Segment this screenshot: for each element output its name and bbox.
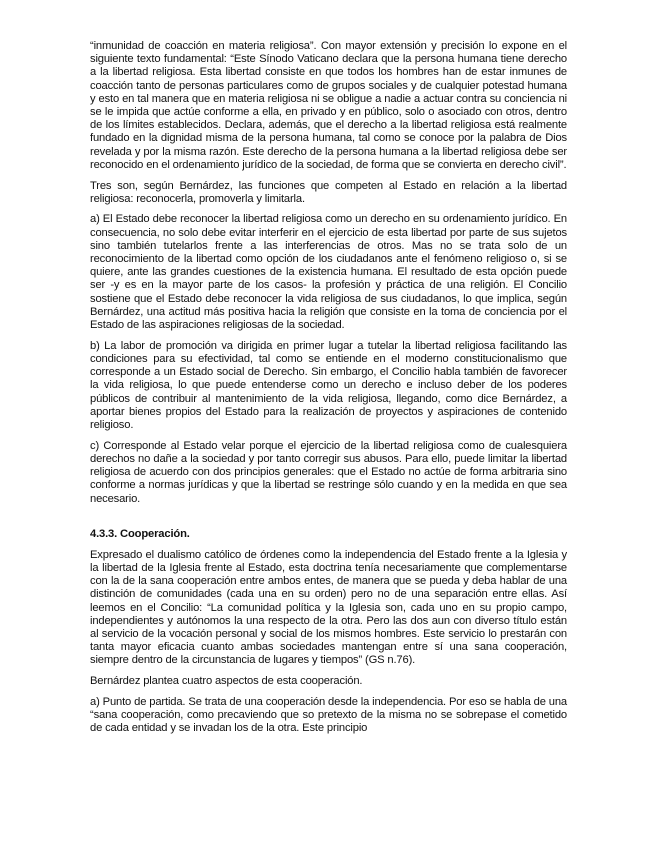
paragraph-functions-intro: Tres son, según Bernárdez, las funciones que competen al Estado en relación a la libertad religiosa: reconocerla, promoverla y limitarla. bbox=[90, 179, 567, 205]
document-page bbox=[90, 40, 567, 743]
paragraph-starting-point: a) Punto de partida. Se trata de una cooperación desde la independencia. Por eso se habla de una “sana cooperación, como precaviendo que so pretexto de la misma no se sobrepase el cometido de cada entidad y se invadan los de la otra. Este principio bbox=[90, 695, 567, 735]
paragraph-aspects-intro: Bernárdez plantea cuatro aspectos de esta cooperación. bbox=[90, 675, 363, 688]
paragraph-recognition: a) El Estado debe reconocer la libertad religiosa como un derecho en su ordenamiento jurídico. En consecuencia, no solo debe evitar interferir en el ejercicio de esta libertad por parte de sus sujetos sino también tutelarlos frente a las interferencias de otros. Mas no se trata solo de un reconocimiento de la libertad como opción de los ciudadanos ante el fenómeno religioso o, si se quiere, ante las grandes cuestiones de la existencia humana. El resultado de esta opción puede ser -y es en la mayor parte de los casos- la profesión y práctica de una religión. El Concilio sostiene que el Estado debe reconocer la vida religiosa de sus ciudadanos, lo que implica, según Bernárdez, una actitud más positiva hacia la religión que consiste en la toma de conciencia por el Estado de las aspiraciones religiosas de la sociedad. bbox=[90, 213, 567, 332]
section-heading: 4.3.3. Cooperación. bbox=[90, 527, 190, 540]
paragraph-limitation: c) Corresponde al Estado velar porque el ejercicio de la libertad religiosa como de cualesquiera derechos no dañe a la sociedad y por tanto corregir sus abusos. Para ello, puede limitar la libertad religiosa de acuerdo con dos principios generales: que el Estado no actúe de forma arbitraria sino conforme a normas jurídicas y que la libertad se restringe sólo cuando y en la medida en que sea necesario. bbox=[90, 439, 567, 505]
paragraph-quote: “inmunidad de coacción en materia religiosa”. Con mayor extensión y precisión lo expone en el siguiente texto fundamental: “Este Sínodo Vaticano declara que la persona humana tiene derecho a la libertad religiosa. Esta libertad consiste en que todos los hombres han de estar inmunes de coacción tanto de personas particulares como de grupos sociales y de cualquier potestad humana y esto en tal manera que en materia religiosa ni se obligue a nadie a actuar contra su conciencia ni se le impida que actúe conforme a ella, en privado y en público, solo o asociado con otros, dentro de los límites establecidos. Declara, además, que el derecho a la libertad religiosa está realmente fundado en la dignidad misma de la persona humana, tal como se conoce por la palabra de Dios revelada y por la misma razón. Este derecho de la persona humana a la libertad religiosa debe ser reconocido en el ordenamiento jurídico de la sociedad, de forma que se convierta en derecho civil”. bbox=[90, 40, 567, 171]
paragraph-cooperation: Expresado el dualismo católico de órdenes como la independencia del Estado frente a la Iglesia y la libertad de la Iglesia frente al Estado, esta doctrina tenía necesariamente que complementarse con la de la sana cooperación entre ambos entes, de manera que se pueda y deba hablar de una distinción de comunidades (cada una en su orden) pero no de una separación entre ellas. Así leemos en el Concilio: “La comunidad política y la Iglesia son, cada uno en su propio campo, independientes y autónomos la una respecto de la otra. Pero las dos aun con diverso título están al servicio de la vocación personal y social de los mismos hombres. Este servicio lo prestarán con tanta mayor eficacia cuanto ambas sociedades mantengan entre sí una sana cooperación, siempre dentro de la circunstancia de lugares y tiempos” (GS n.76). bbox=[90, 548, 567, 667]
paragraph-promotion: b) La labor de promoción va dirigida en primer lugar a tutelar la libertad religiosa facilitando las condiciones para su efectividad, tal como se entiende en el moderno constitucionalismo que corresponde a un Estado social de Derecho. Sin embargo, el Concilio habla también de favorecer la vida religiosa, lo que puede entenderse como un derecho e incluso deber de los poderes públicos de contribuir al mantenimiento de la vida religiosa, llegando, como dice Bernárdez, a aportar bienes propios del Estado para la realización de proyectos y aspiraciones de contenido religioso. bbox=[90, 339, 567, 431]
